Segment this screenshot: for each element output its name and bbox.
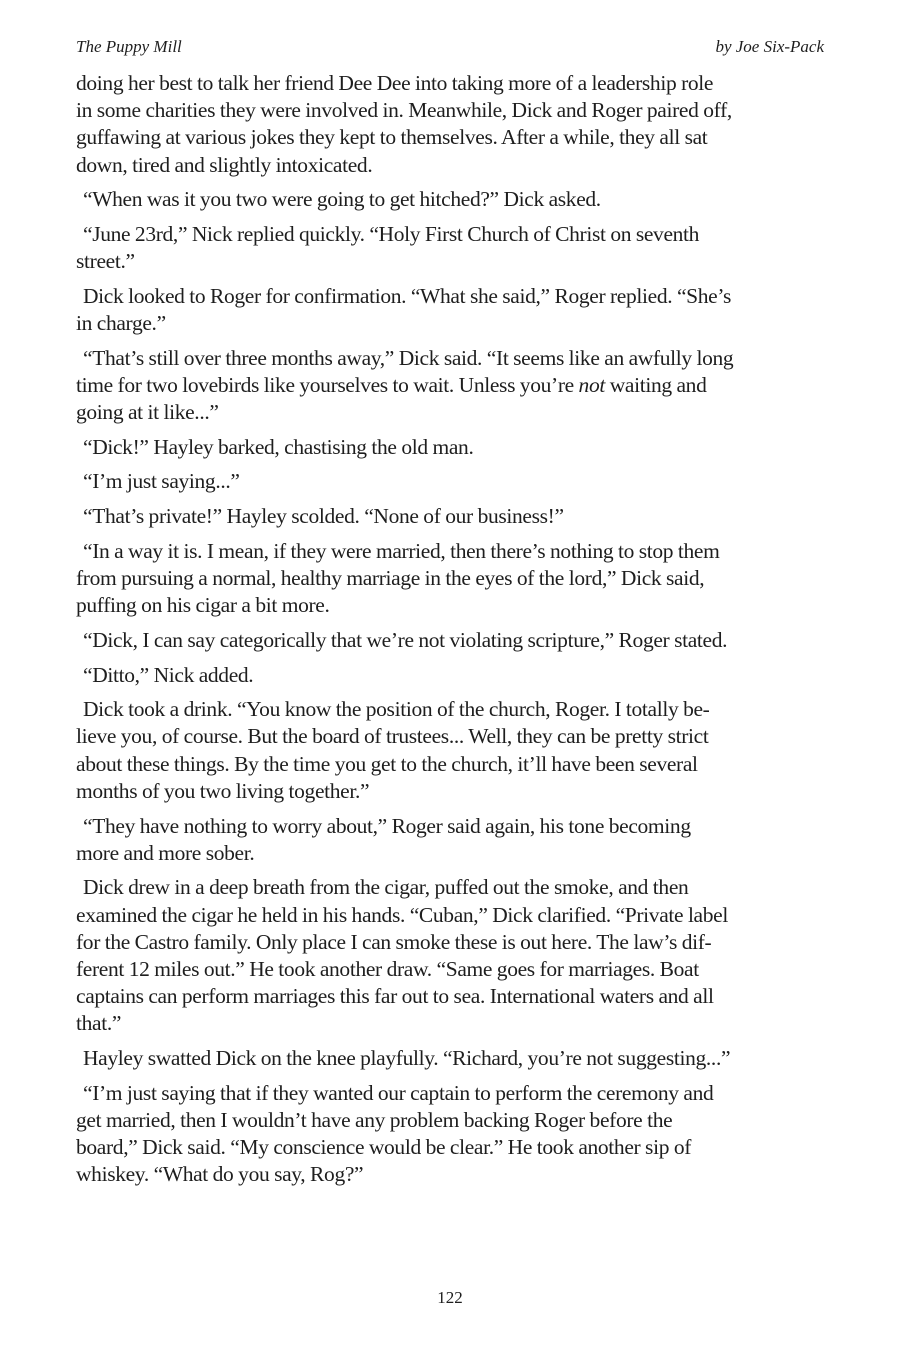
text-line: Dick looked to Roger for confirmation. “What she said,” Roger replied. “She’s	[83, 283, 731, 308]
paragraph	[76, 186, 826, 213]
text-run: time for two lovebirds like yourselves to wait. Unless you’re	[76, 372, 579, 397]
text-line	[76, 372, 826, 399]
text-line: board,” Dick said. “My conscience would be clear.” He took another sip of	[76, 1135, 692, 1160]
text-line: for the Castro family. Only place I can smoke these is out here. The law’s dif-	[76, 929, 712, 954]
paragraph	[76, 627, 826, 654]
text-line: “June 23rd,” Nick replied quickly. “Holy First Church of Christ on seventh	[83, 221, 700, 246]
paragraph	[76, 503, 826, 530]
paragraph	[76, 221, 826, 275]
text-line: whiskey. “What do you say, Rog?”	[76, 1162, 364, 1187]
text-line: “Dick!” Hayley barked, chastising the old man.	[83, 434, 474, 459]
text-line: captains can perform marriages this far out to sea. International waters and all	[76, 984, 714, 1009]
text-line: “I’m just saying...”	[83, 469, 240, 494]
text-line: examined the cigar he held in his hands. “Cuban,” Dick clarified. “Private label	[76, 902, 728, 927]
text-line: “I’m just saying that if they wanted our captain to perform the ceremony and	[83, 1080, 714, 1105]
text-line: street.”	[76, 249, 135, 274]
text-line: “Dick, I can say categorically that we’re not violating scripture,” Roger stated.	[83, 627, 728, 652]
paragraph	[76, 1080, 826, 1189]
text-line: Hayley swatted Dick on the knee playfully. “Richard, you’re not suggesting...”	[83, 1046, 731, 1070]
paragraph	[76, 538, 826, 620]
text-run: waiting and	[604, 372, 707, 397]
emphasized-word: not	[578, 372, 605, 397]
text-line: about these things. By the time you get to the church, it’ll have been several	[76, 751, 698, 776]
text-line: “They have nothing to worry about,” Roger said again, his tone becoming	[83, 813, 691, 838]
text-line: get married, then I wouldn’t have any problem backing Roger before the	[76, 1107, 673, 1132]
text-line: “When was it you two were going to get hitched?” Dick asked.	[83, 187, 601, 212]
paragraph	[76, 283, 826, 337]
paragraph	[76, 874, 826, 1037]
text-line: Dick drew in a deep breath from the cigar, puffed out the smoke, and then	[83, 875, 689, 900]
paragraph	[76, 696, 826, 805]
body-text	[76, 70, 826, 1196]
text-line: from pursuing a normal, healthy marriage in the eyes of the lord,” Dick said,	[76, 566, 705, 590]
text-line: lieve you, of course. But the board of trustees... Well, they can be pretty strict	[76, 724, 709, 749]
paragraph	[76, 345, 826, 427]
paragraph	[76, 434, 826, 461]
running-header	[76, 37, 824, 61]
page-number: 122	[437, 1288, 463, 1307]
paragraph	[76, 813, 826, 867]
text-line: “That’s still over three months away,” Dick said. “It seems like an awfully long	[83, 345, 734, 370]
text-line: going at it like...”	[76, 400, 219, 425]
text-line: down, tired and slightly intoxicated.	[76, 152, 373, 177]
text-line: that.”	[76, 1011, 122, 1036]
paragraph	[76, 662, 826, 689]
paragraph	[76, 1045, 826, 1072]
text-line: Dick took a drink. “You know the position of the church, Roger. I totally be-	[83, 697, 710, 722]
text-line: in charge.”	[76, 311, 166, 335]
text-line: guffawing at various jokes they kept to themselves. After a while, they all sat	[76, 125, 708, 150]
author-name: by Joe Six-Pack	[715, 37, 824, 56]
paragraph	[76, 70, 826, 179]
text-line: more and more sober.	[76, 840, 255, 865]
paragraph	[76, 468, 826, 495]
text-line: “That’s private!” Hayley scolded. “None of our business!”	[83, 504, 564, 529]
text-line: ferent 12 miles out.” He took another draw. “Same goes for marriages. Boat	[76, 956, 699, 981]
text-line: doing her best to talk her friend Dee Dee into taking more of a leadership role	[76, 71, 714, 95]
text-line: “In a way it is. I mean, if they were married, then there’s nothing to stop them	[83, 538, 720, 563]
text-line: “Ditto,” Nick added.	[83, 662, 254, 687]
book-title: The Puppy Mill	[76, 37, 182, 56]
text-line: puffing on his cigar a bit more.	[76, 593, 330, 618]
text-line: in some charities they were involved in. Meanwhile, Dick and Roger paired off,	[76, 98, 732, 123]
text-line: months of you two living together.”	[76, 778, 370, 803]
